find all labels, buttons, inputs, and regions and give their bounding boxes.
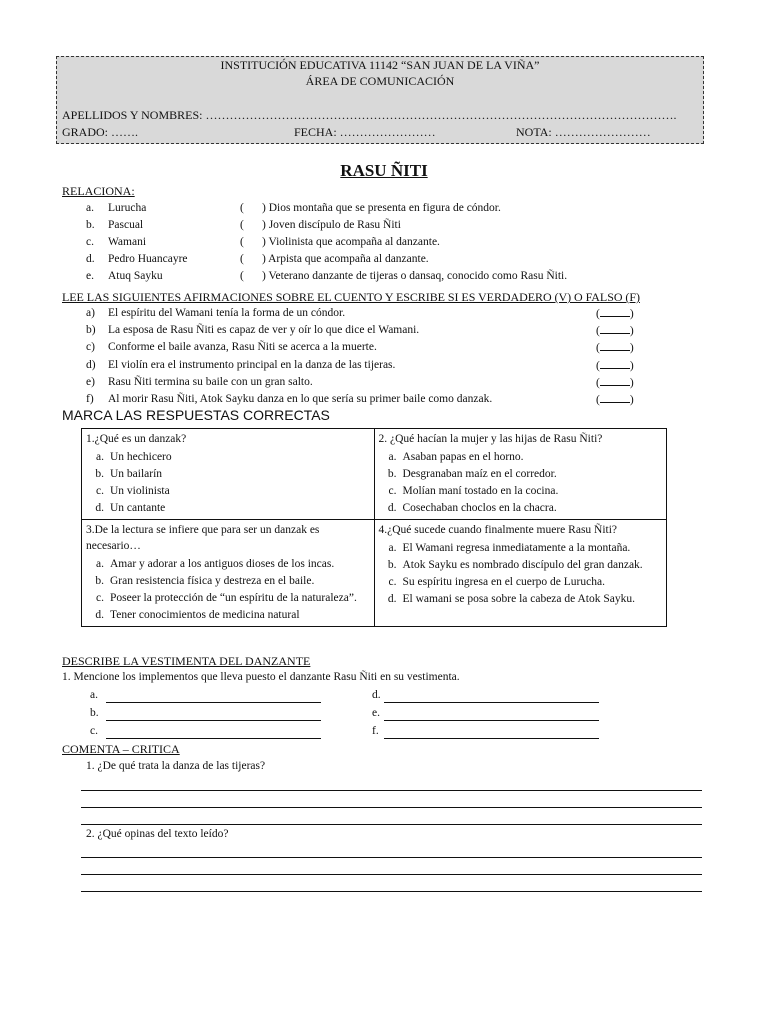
vf-statement: La esposa de Rasu Ñiti es capaz de ver y oír lo que dice el Wamani. xyxy=(108,324,420,337)
vf-answer-blank[interactable]: ( ) xyxy=(596,308,634,320)
vf-answer-blank[interactable]: ( ) xyxy=(596,325,634,338)
option-letter: b. xyxy=(387,559,397,571)
question-3 xyxy=(82,520,375,627)
vf-answer-blank[interactable]: ( ) xyxy=(596,359,634,372)
question-1 xyxy=(82,429,375,520)
vf-answer-blank[interactable]: ( ) xyxy=(596,394,634,406)
names-field[interactable]: APELLIDOS Y NOMBRES: ………………………………………………………………………………………………………. xyxy=(62,108,677,122)
vf-statement: El violín era el instrumento principal en la danza de las tijeras. xyxy=(108,358,396,371)
question-text: 3.De la lectura se infiere que para ser un danzak es necesario… xyxy=(86,524,320,552)
question-4 xyxy=(374,520,667,627)
vest-answer-line[interactable] xyxy=(106,702,321,703)
option-letter: a. xyxy=(96,451,104,463)
relaciona-answer-blank[interactable]: ( xyxy=(240,219,244,231)
date-field[interactable]: FECHA: …………………… xyxy=(294,125,436,139)
answer-option[interactable] xyxy=(86,607,369,624)
answer-option[interactable] xyxy=(86,573,369,590)
option-text: Asaban papas en el horno. xyxy=(402,451,524,463)
option-letter: b. xyxy=(95,468,104,480)
comenta-heading: COMENTA – CRITICA xyxy=(62,742,180,756)
relaciona-heading: RELACIONA: xyxy=(62,184,135,198)
vf-letter: f) xyxy=(86,393,94,405)
question-text: 1.¿Qué es un danzak? xyxy=(86,433,187,445)
relaciona-description: ) Veterano danzante de tijeras o dansaq, conocido como Rasu Ñiti. xyxy=(262,270,568,282)
answer-line[interactable] xyxy=(81,891,702,892)
score-field[interactable]: NOTA: …………………… xyxy=(516,125,651,139)
relaciona-description: ) Arpista que acompaña al danzante. xyxy=(262,253,429,265)
option-letter: a. xyxy=(388,542,397,554)
relaciona-letter: e. xyxy=(86,270,94,282)
page-title: RASU ÑITI xyxy=(340,161,428,180)
vest-letter: f. xyxy=(372,725,379,737)
option-text: Un violinista xyxy=(110,485,170,497)
vest-answer-line[interactable] xyxy=(384,720,599,721)
relaciona-letter: c. xyxy=(86,236,94,248)
option-letter: d. xyxy=(95,502,104,514)
answer-option[interactable] xyxy=(379,500,662,517)
option-letter: b. xyxy=(387,468,397,480)
answer-option[interactable] xyxy=(379,466,662,483)
option-text: Poseer la protección de “un espíritu de la naturaleza”. xyxy=(110,592,357,604)
option-text: Atok Sayku es nombrado discípulo del gran danzak. xyxy=(402,559,643,571)
vf-statement: Al morir Rasu Ñiti, Atok Sayku danza en lo que sería su primer baile como danzak. xyxy=(108,393,493,405)
answer-option[interactable] xyxy=(86,500,369,517)
vf-answer-blank[interactable]: ( ) xyxy=(596,376,634,389)
relaciona-name: Lurucha xyxy=(108,202,147,214)
answer-option[interactable] xyxy=(379,483,662,500)
relaciona-letter: a. xyxy=(86,202,94,214)
vf-letter: c) xyxy=(86,341,95,354)
option-letter: d. xyxy=(95,609,104,621)
vest-answer-line[interactable] xyxy=(384,738,599,739)
vf-heading: LEE LAS SIGUIENTES AFIRMACIONES SOBRE EL CUENTO Y ESCRIBE SI ES VERDADERO (V) O FALSO (F) xyxy=(62,290,640,304)
answer-option[interactable] xyxy=(86,449,369,466)
relaciona-description: ) Joven discípulo de Rasu Ñiti xyxy=(262,219,401,231)
relaciona-answer-blank[interactable]: ( xyxy=(240,270,244,282)
mc-heading: MARCA LAS RESPUESTAS CORRECTAS xyxy=(62,407,330,423)
question-text: 2. ¿Qué hacían la mujer y las hijas de Rasu Ñiti? xyxy=(378,433,603,445)
answer-option[interactable] xyxy=(379,557,662,574)
option-letter: a. xyxy=(388,451,397,463)
answer-line[interactable] xyxy=(81,824,702,825)
mc-table xyxy=(81,428,667,627)
answer-line[interactable] xyxy=(81,874,702,875)
answer-option[interactable] xyxy=(379,574,662,591)
relaciona-description: ) Violinista que acompaña al danzante. xyxy=(262,236,440,248)
option-text: Un hechicero xyxy=(110,451,172,463)
option-text: Tener conocimientos de medicina natural xyxy=(110,609,300,621)
option-text: Molían maní tostado en la cocina. xyxy=(402,485,559,497)
option-letter: c. xyxy=(96,592,104,604)
vf-statement: El espíritu del Wamani tenía la forma de un cóndor. xyxy=(108,307,346,319)
answer-option[interactable] xyxy=(379,591,662,608)
vest-answer-line[interactable] xyxy=(106,720,321,721)
answer-option[interactable] xyxy=(86,556,369,573)
vf-answer-blank[interactable]: ( ) xyxy=(596,342,634,355)
option-letter: c. xyxy=(388,576,397,588)
vf-statement: Conforme el baile avanza, Rasu Ñiti se acerca a la muerte. xyxy=(108,341,377,354)
option-letter: d. xyxy=(387,502,397,514)
option-text: Amar y adorar a los antiguos dioses de los incas. xyxy=(110,558,335,570)
vf-letter: b) xyxy=(86,324,96,337)
relaciona-name: Pedro Huancayre xyxy=(108,253,188,265)
option-text: Desgranaban maíz en el corredor. xyxy=(402,468,557,480)
vest-letter: d. xyxy=(372,689,381,701)
relaciona-letter: b. xyxy=(86,219,95,231)
question-2 xyxy=(374,429,667,520)
vest-letter: b. xyxy=(90,707,99,719)
option-letter: c. xyxy=(388,485,397,497)
header-box xyxy=(56,56,704,144)
vf-statement: Rasu Ñiti termina su baile con un gran salto. xyxy=(108,375,313,388)
relaciona-name: Atuq Sayku xyxy=(108,270,163,282)
vest-letter: c. xyxy=(90,725,98,737)
answer-option[interactable] xyxy=(379,449,662,466)
vest-letter: a. xyxy=(90,689,98,701)
option-text: Un bailarín xyxy=(110,468,163,480)
answer-option[interactable] xyxy=(86,466,369,483)
grade-field[interactable]: GRADO: ……. xyxy=(62,125,139,139)
vf-letter: d) xyxy=(86,358,96,371)
question-text: 4.¿Qué sucede cuando finalmente muere Rasu Ñiti? xyxy=(378,524,618,536)
option-text: Cosechaban choclos en la chacra. xyxy=(402,502,557,514)
vest-answer-line[interactable] xyxy=(384,702,599,703)
relaciona-answer-blank[interactable]: ( xyxy=(240,202,244,214)
option-text: Su espíritu ingresa en el cuerpo de Lurucha. xyxy=(402,576,605,588)
vest-answer-line[interactable] xyxy=(106,738,321,739)
relaciona-answer-blank[interactable]: ( xyxy=(240,253,244,265)
option-letter: b. xyxy=(95,575,104,587)
option-text: Un cantante xyxy=(110,502,166,514)
answer-option[interactable] xyxy=(379,540,662,557)
option-letter: c. xyxy=(96,485,104,497)
option-text: Gran resistencia física y destreza en el baile. xyxy=(110,575,315,587)
option-text: El wamani se posa sobre la cabeza de Atok Sayku. xyxy=(402,593,635,605)
area-name: ÁREA DE COMUNICACIÓN xyxy=(305,74,455,88)
answer-line[interactable] xyxy=(81,807,702,808)
answer-line[interactable] xyxy=(81,790,702,791)
relaciona-letter: d. xyxy=(86,253,95,265)
vf-letter: e) xyxy=(86,375,95,388)
option-letter: a. xyxy=(96,558,104,570)
relaciona-name: Wamani xyxy=(108,236,147,248)
school-name: INSTITUCIÓN EDUCATIVA 11142 “SAN JUAN DE LA VIÑA” xyxy=(220,58,540,72)
option-text: El Wamani regresa inmediatamente a la montaña. xyxy=(402,542,631,554)
vestimenta-question: 1. Mencione los implementos que lleva puesto el danzante Rasu Ñiti en su vestimenta. xyxy=(62,671,460,683)
answer-option[interactable] xyxy=(86,483,369,500)
relaciona-name: Pascual xyxy=(108,219,144,231)
relaciona-description: ) Dios montaña que se presenta en figura de cóndor. xyxy=(262,202,501,214)
comenta-question-1: 1. ¿De qué trata la danza de las tijeras? xyxy=(86,760,266,772)
comenta-question-2: 2. ¿Qué opinas del texto leído? xyxy=(86,828,229,840)
vest-letter: e. xyxy=(372,707,380,719)
answer-option[interactable] xyxy=(86,590,369,607)
option-letter: d. xyxy=(387,593,397,605)
vestimenta-heading: DESCRIBE LA VESTIMENTA DEL DANZANTE xyxy=(62,654,311,668)
relaciona-answer-blank[interactable]: ( xyxy=(240,236,244,248)
vf-letter: a) xyxy=(86,307,95,319)
answer-line[interactable] xyxy=(81,857,702,858)
